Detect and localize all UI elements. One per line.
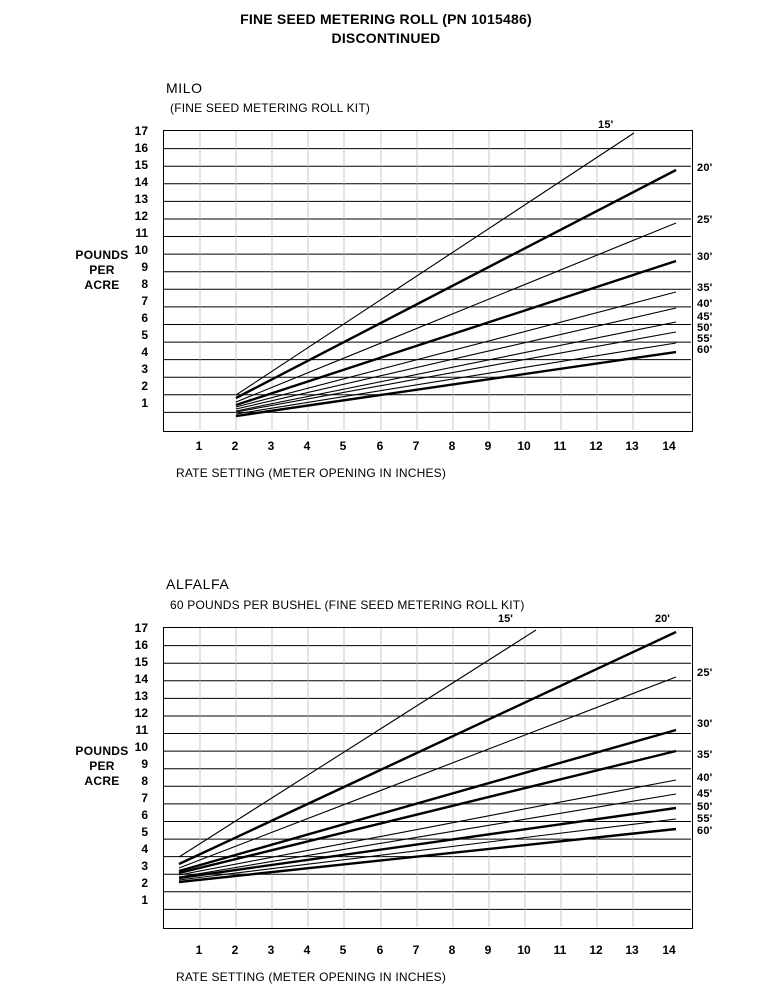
chart-alfalfa-series-label-40: 40': [697, 772, 713, 784]
y-tick-8: 8: [141, 774, 148, 788]
y-tick-7: 7: [141, 791, 148, 805]
chart-alfalfa-series-label-30: 30': [697, 718, 713, 730]
y-axis-title-line3: ACRE: [84, 278, 120, 292]
chart-milo-series-label-30: 30': [697, 251, 713, 263]
series-45: [179, 794, 676, 877]
x-tick-8: 8: [448, 943, 456, 957]
page-title-line1: FINE SEED METERING ROLL (PN 1015486): [240, 11, 532, 27]
chart-milo-x-axis-title: RATE SETTING (METER OPENING IN INCHES): [176, 466, 447, 480]
x-tick-13: 13: [625, 439, 639, 453]
series-50: [179, 808, 676, 878]
y-tick-9: 9: [141, 260, 148, 274]
x-tick-11: 11: [553, 943, 567, 957]
y-tick-13: 13: [134, 689, 148, 703]
chart-alfalfa-x-axis-title: RATE SETTING (METER OPENING IN INCHES): [176, 970, 447, 984]
x-tick-1: 1: [195, 439, 203, 453]
y-tick-4: 4: [141, 842, 148, 856]
y-tick-15: 15: [134, 655, 148, 669]
series-15: [179, 630, 536, 857]
x-tick-2: 2: [231, 943, 239, 957]
y-tick-2: 2: [141, 379, 148, 393]
x-tick-14: 14: [662, 943, 676, 957]
y-axis-title-line1: POUNDS: [75, 248, 129, 262]
y-tick-5: 5: [141, 328, 148, 342]
chart-milo-series-label-45: 45': [697, 311, 713, 323]
x-tick-4: 4: [303, 439, 311, 453]
chart-alfalfa-series-label-45: 45': [697, 788, 713, 800]
chart-milo-subtitle: (FINE SEED METERING ROLL KIT): [170, 101, 371, 115]
y-tick-3: 3: [141, 362, 148, 376]
chart-milo-series-label-40: 40': [697, 298, 713, 310]
y-tick-1: 1: [141, 396, 148, 410]
x-tick-11: 11: [553, 439, 567, 453]
x-tick-9: 9: [484, 943, 492, 957]
chart-milo-series-label-15: 15': [598, 119, 614, 131]
chart-alfalfa-svg: [164, 628, 691, 927]
chart-alfalfa-series-label-20: 20': [655, 613, 670, 625]
y-tick-14: 14: [134, 672, 148, 686]
x-tick-5: 5: [339, 439, 347, 453]
chart-alfalfa-series-label-35: 35': [697, 749, 713, 761]
y-tick-8: 8: [141, 277, 148, 291]
x-tick-6: 6: [376, 439, 384, 453]
chart-milo-series-label-60: 60': [697, 344, 713, 356]
x-tick-10: 10: [517, 943, 531, 957]
y-tick-17: 17: [134, 124, 148, 138]
y-axis-title-line2: PER: [89, 263, 115, 277]
chart-milo-series-label-55: 55': [697, 333, 713, 345]
chart-alfalfa-series-label-55: 55': [697, 813, 713, 825]
y-tick-15: 15: [134, 158, 148, 172]
y-axis-title-line2: PER: [89, 759, 115, 773]
x-tick-9: 9: [484, 439, 492, 453]
y-tick-1: 1: [141, 893, 148, 907]
y-tick-5: 5: [141, 825, 148, 839]
y-tick-17: 17: [134, 621, 148, 635]
y-tick-6: 6: [141, 311, 148, 325]
x-tick-3: 3: [267, 439, 275, 453]
x-tick-6: 6: [376, 943, 384, 957]
y-tick-14: 14: [134, 175, 148, 189]
x-tick-2: 2: [231, 439, 239, 453]
y-tick-3: 3: [141, 859, 148, 873]
x-tick-7: 7: [412, 439, 420, 453]
chart-alfalfa-x-tick-labels: [163, 944, 693, 958]
x-tick-4: 4: [303, 943, 311, 957]
y-tick-11: 11: [135, 226, 148, 240]
chart-alfalfa-y-tick-labels: [120, 621, 148, 929]
y-axis-title-line1: POUNDS: [75, 744, 129, 758]
chart-milo-name: MILO: [166, 80, 203, 96]
chart-alfalfa-series-label-15: 15': [498, 613, 513, 625]
data-series: [179, 630, 676, 882]
y-tick-6: 6: [141, 808, 148, 822]
x-tick-3: 3: [267, 943, 275, 957]
y-tick-11: 11: [135, 723, 148, 737]
x-tick-12: 12: [589, 439, 603, 453]
x-tick-10: 10: [517, 439, 531, 453]
y-tick-10: 10: [134, 740, 148, 754]
y-tick-16: 16: [134, 141, 148, 155]
chart-milo-series-label-25: 25': [697, 214, 713, 226]
chart-alfalfa-series-label-25: 25': [697, 667, 713, 679]
x-tick-14: 14: [662, 439, 676, 453]
series-40: [179, 780, 676, 875]
y-tick-2: 2: [141, 876, 148, 890]
chart-alfalfa-subtitle: 60 POUNDS PER BUSHEL (FINE SEED METERING ROLL KIT): [170, 598, 525, 612]
x-tick-13: 13: [625, 943, 639, 957]
y-tick-12: 12: [134, 706, 148, 720]
y-tick-16: 16: [134, 638, 148, 652]
y-axis-title-line3: ACRE: [84, 774, 120, 788]
page-title-line2: DISCONTINUED: [331, 30, 441, 46]
series-20: [179, 632, 676, 864]
y-tick-10: 10: [134, 243, 148, 257]
y-tick-13: 13: [134, 192, 148, 206]
y-tick-9: 9: [141, 757, 148, 771]
y-tick-12: 12: [134, 209, 148, 223]
chart-alfalfa-series-label-60: 60': [697, 825, 713, 837]
chart-milo-series-label-35: 35': [697, 282, 713, 294]
x-tick-5: 5: [339, 943, 347, 957]
x-tick-7: 7: [412, 943, 420, 957]
y-tick-7: 7: [141, 294, 148, 308]
chart-milo-series-label-50: 50': [697, 322, 713, 334]
x-tick-8: 8: [448, 439, 456, 453]
y-tick-4: 4: [141, 345, 148, 359]
chart-alfalfa-name: ALFALFA: [166, 576, 230, 592]
x-tick-1: 1: [195, 943, 203, 957]
chart-alfalfa-series-label-50: 50': [697, 801, 713, 813]
chart-milo-series-label-20: 20': [697, 162, 713, 174]
chart-alfalfa-plot-area: [163, 627, 693, 929]
x-tick-12: 12: [589, 943, 603, 957]
